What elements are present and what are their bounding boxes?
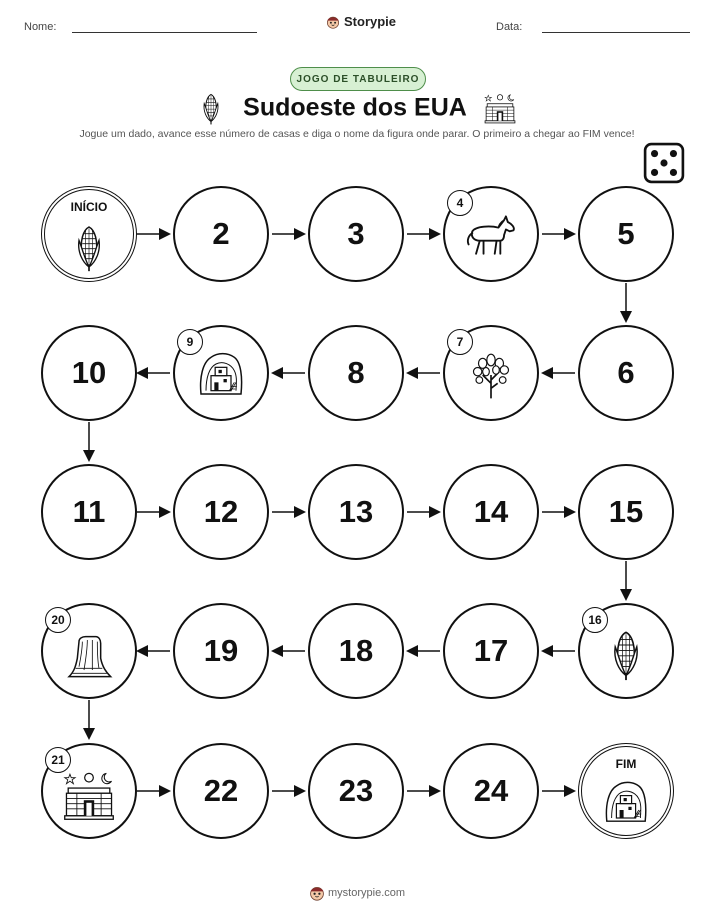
space-number: 11 [72,494,106,529]
board-space-start[interactable] [41,186,137,282]
start-label: INÍCIO [70,200,108,214]
board-space-7[interactable] [443,325,539,421]
board-space-9[interactable] [173,325,269,421]
space-number: 10 [71,355,107,390]
cliff-dwelling-icon [602,777,650,827]
board-space-20[interactable] [41,603,137,699]
date-label: Data: [496,21,523,33]
board-space-finish[interactable] [578,743,674,839]
board-space-15[interactable] [578,464,674,560]
footer-url[interactable]: mystorypie.com [328,887,406,899]
space-number: 15 [608,494,644,529]
board-space-8[interactable] [308,325,404,421]
space-number-tag: 9 [177,329,203,355]
board-space-4[interactable] [443,186,539,282]
board-space-2[interactable] [173,186,269,282]
page-title-text: Sudoeste dos EUA [243,93,467,122]
space-number: 22 [203,773,239,808]
space-number: 6 [617,355,635,390]
board-space-19[interactable] [173,603,269,699]
space-number-tag: 7 [447,329,473,355]
finish-label: FIM [615,757,637,771]
corn-icon [72,222,106,272]
pueblo-temple-icon [63,769,115,821]
space-number: 2 [212,216,230,251]
corn-icon [608,627,644,681]
board-space-3[interactable] [308,186,404,282]
board-space-23[interactable] [308,743,404,839]
board-space-10[interactable] [41,325,137,421]
name-label: Nome: [24,21,57,33]
board-space-13[interactable] [308,464,404,560]
board-space-12[interactable] [173,464,269,560]
space-number: 14 [473,494,509,529]
cliff-dwelling-icon [196,349,246,399]
game-type-badge: JOGO DE TABULEIRO [290,67,426,91]
board-space-11[interactable] [41,464,137,560]
space-number: 17 [473,633,509,668]
horse-icon [463,212,519,260]
space-number-tag: 20 [45,607,71,633]
space-number: 24 [473,773,509,808]
butte-icon [64,629,114,681]
space-number: 23 [338,773,374,808]
board-space-6[interactable] [578,325,674,421]
space-number-tag: 21 [45,747,71,773]
space-number: 8 [347,355,365,390]
space-number: 18 [338,633,374,668]
board-space-24[interactable] [443,743,539,839]
space-number: 12 [203,494,239,529]
footer [0,885,714,901]
space-number-tag: 4 [447,190,473,216]
board-space-14[interactable] [443,464,539,560]
board-space-18[interactable] [308,603,404,699]
space-number: 3 [347,216,365,251]
mesquite-tree-icon [466,349,516,401]
space-number: 19 [203,633,239,668]
board-space-17[interactable] [443,603,539,699]
storypie-mascot-icon [309,885,325,901]
board-space-5[interactable] [578,186,674,282]
space-number-tag: 16 [582,607,608,633]
space-number: 13 [338,494,374,529]
board-space-16[interactable] [578,603,674,699]
space-number: 5 [617,216,635,251]
board-space-22[interactable] [173,743,269,839]
brand-name: Storypie [344,14,397,29]
instructions-text: Jogue um dado, avance esse número de casas e diga o nome da figura onde parar. O primeiro a chegar ao FIM vence! [79,128,635,140]
board-space-21[interactable] [41,743,137,839]
